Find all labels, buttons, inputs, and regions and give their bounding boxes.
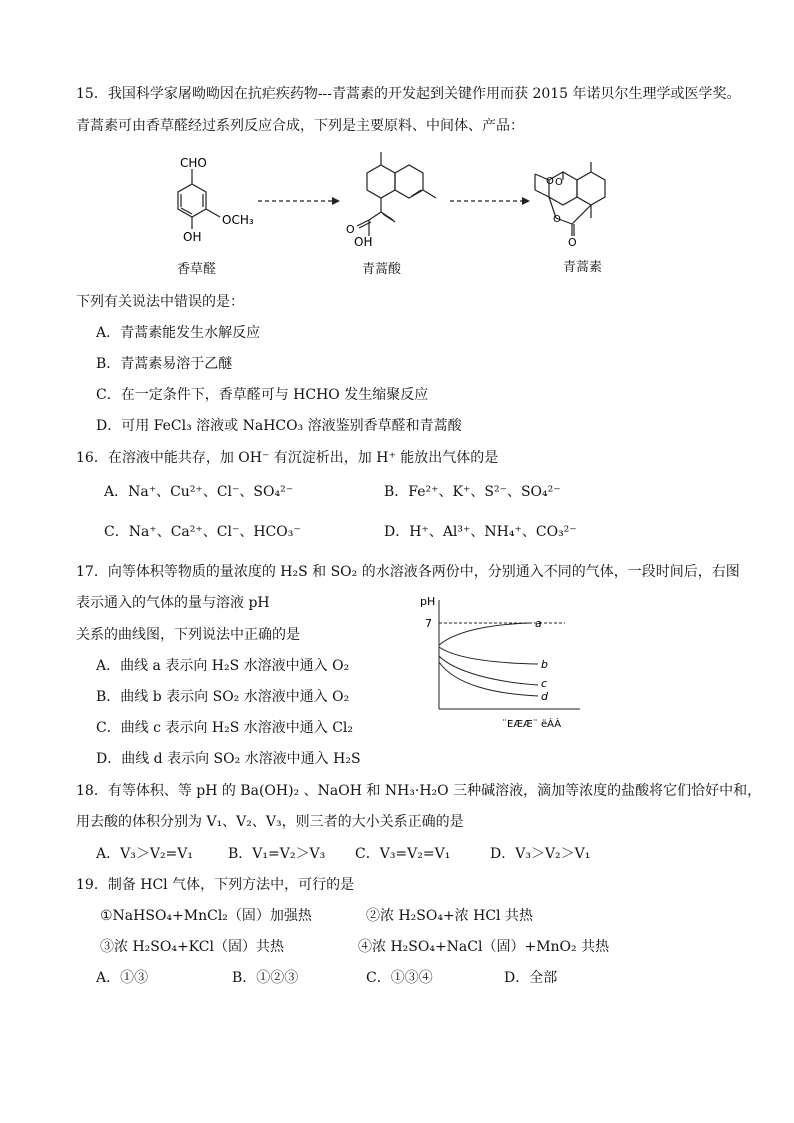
graph-ylabel: pH <box>420 595 436 608</box>
curve-b <box>439 647 538 664</box>
q15-option-b[interactable]: B．青蒿素易溶于乙醚 <box>96 356 233 372</box>
curve-b-label: b <box>541 658 548 671</box>
q18-option-c[interactable]: C．V₃=V₂=V₁ <box>355 846 451 862</box>
q16-option-a[interactable]: A．Na⁺、Cu²⁺、Cl⁻、SO₄²⁻ <box>104 484 294 500</box>
q15-stem-line1: 15．我国科学家屠呦呦因在抗疟疾药物---青蒿素的开发起到关键作用而获 2015 年诺贝尔生理学或医学奖。 <box>76 86 741 102</box>
q15-option-c[interactable]: C．在一定条件下，香草醛可与 HCHO 发生缩聚反应 <box>96 387 429 403</box>
q19-method-4: ④浓 H₂SO₄+NaCl（固）+MnO₂ 共热 <box>358 939 610 955</box>
q17-ph-graph <box>410 590 590 732</box>
arrow1-head <box>332 197 340 205</box>
q18-option-a[interactable]: A．V₃＞V₂=V₁ <box>96 846 194 862</box>
q17-stem-line1: 17．向等体积等物质的量浓度的 H₂S 和 SO₂ 的水溶液各两份中，分别通入不同的气体，一段时间后，右图 <box>76 564 740 580</box>
curve-c <box>439 656 538 685</box>
vanillin-och3-label: OCH₃ <box>222 213 254 227</box>
q19-option-b[interactable]: B．①②③ <box>232 970 299 986</box>
q18-stem-line1: 18．有等体积、等 pH 的 Ba(OH)₂ 、NaOH 和 NH₃·H₂O 三种碱溶液，滴加等浓度的盐酸将它们恰好中和， <box>76 783 762 799</box>
q18-option-d[interactable]: D．V₃＞V₂＞V₁ <box>490 846 591 862</box>
q15-option-d[interactable]: D．可用 FeCl₃ 溶液或 NaHCO₃ 溶液鉴别香草醛和青蒿酸 <box>96 418 462 434</box>
q15-stem-line2: 青蒿素可由香草醛经过系列反应合成，下列是主要原料、中间体、产品： <box>76 118 524 134</box>
q17-option-c[interactable]: C．曲线 c 表示向 H₂S 水溶液中通入 Cl₂ <box>96 720 354 736</box>
curve-a <box>439 623 530 645</box>
q19-method-1: ①NaHSO₄+MnCl₂（固）加强热 <box>100 908 312 924</box>
q17-stem-line3: 关系的曲线图，下列说法中正确的是 <box>76 627 300 643</box>
q17-option-b[interactable]: B．曲线 b 表示向 SO₂ 水溶液中通入 O₂ <box>96 689 350 705</box>
q15-question: 下列有关说法中错误的是： <box>76 294 244 310</box>
q15-option-a[interactable]: A．青蒿素能发生水解反应 <box>96 325 261 341</box>
q17-option-d[interactable]: D．曲线 d 表示向 SO₂ 水溶液中通入 H₂S <box>96 751 361 767</box>
q19-method-2: ②浓 H₂SO₄+浓 HCl 共热 <box>366 908 533 924</box>
graph-xlabel: ¨EÆÆ¨ ëÀÀ <box>502 719 562 730</box>
arrow2-head <box>522 197 530 205</box>
artemisinin-o-label-3: O <box>553 214 561 225</box>
curve-c-label: c <box>541 677 548 690</box>
artemisinin-o-label-1: O <box>546 176 554 187</box>
q19-option-d[interactable]: D．全部 <box>504 970 558 986</box>
q19-option-a[interactable]: A．①③ <box>96 970 149 986</box>
q19-method-3: ③浓 H₂SO₄+KCl（固）共热 <box>100 939 284 955</box>
artemisinic-acid-structure <box>357 152 436 236</box>
vanillin-caption: 香草醛 <box>177 262 217 277</box>
vanillin-cho-label: CHO <box>180 156 207 170</box>
artemisinin-structure <box>535 162 605 236</box>
q19-stem: 19．制备 HCl 气体，下列方法中，可行的是 <box>76 877 355 893</box>
artemisinin-o-label-4: O <box>568 236 577 249</box>
curve-d-label: d <box>541 690 548 703</box>
acid-oh-label: OH <box>354 235 373 249</box>
curve-d <box>439 662 538 696</box>
q16-stem: 16．在溶液中能共存，加 OH⁻ 有沉淀析出，加 H⁺ 能放出气体的是 <box>76 450 499 466</box>
graph-tick-7: 7 <box>425 617 432 630</box>
q17-option-a[interactable]: A．曲线 a 表示向 H₂S 水溶液中通入 O₂ <box>96 658 350 674</box>
curve-a-label: a <box>535 617 542 630</box>
q16-option-b[interactable]: B．Fe²⁺、K⁺、S²⁻、SO₄²⁻ <box>384 484 561 500</box>
q18-stem-line2: 用去酸的体积分别为 V₁、V₂、V₃，则三者的大小关系正确的是 <box>76 814 464 830</box>
q16-option-d[interactable]: D．H⁺、Al³⁺、NH₄⁺、CO₃²⁻ <box>384 524 577 540</box>
q16-option-c[interactable]: C．Na⁺、Ca²⁺、Cl⁻、HCO₃⁻ <box>104 524 301 540</box>
q17-stem-line2: 表示通入的气体的量与溶液 pH <box>76 595 270 611</box>
vanillin-structure <box>178 169 220 229</box>
artemisinin-o-label-2: O <box>555 177 563 188</box>
q15-reaction-scheme <box>150 150 650 260</box>
acid-o-label: O <box>346 223 355 236</box>
q18-option-b[interactable]: B．V₁=V₂＞V₃ <box>228 846 326 862</box>
artemisinic-acid-caption: 青蒿酸 <box>362 262 402 277</box>
vanillin-oh-label: OH <box>183 230 202 244</box>
artemisinin-caption: 青蒿素 <box>563 260 603 275</box>
q19-option-c[interactable]: C．①③④ <box>366 970 433 986</box>
